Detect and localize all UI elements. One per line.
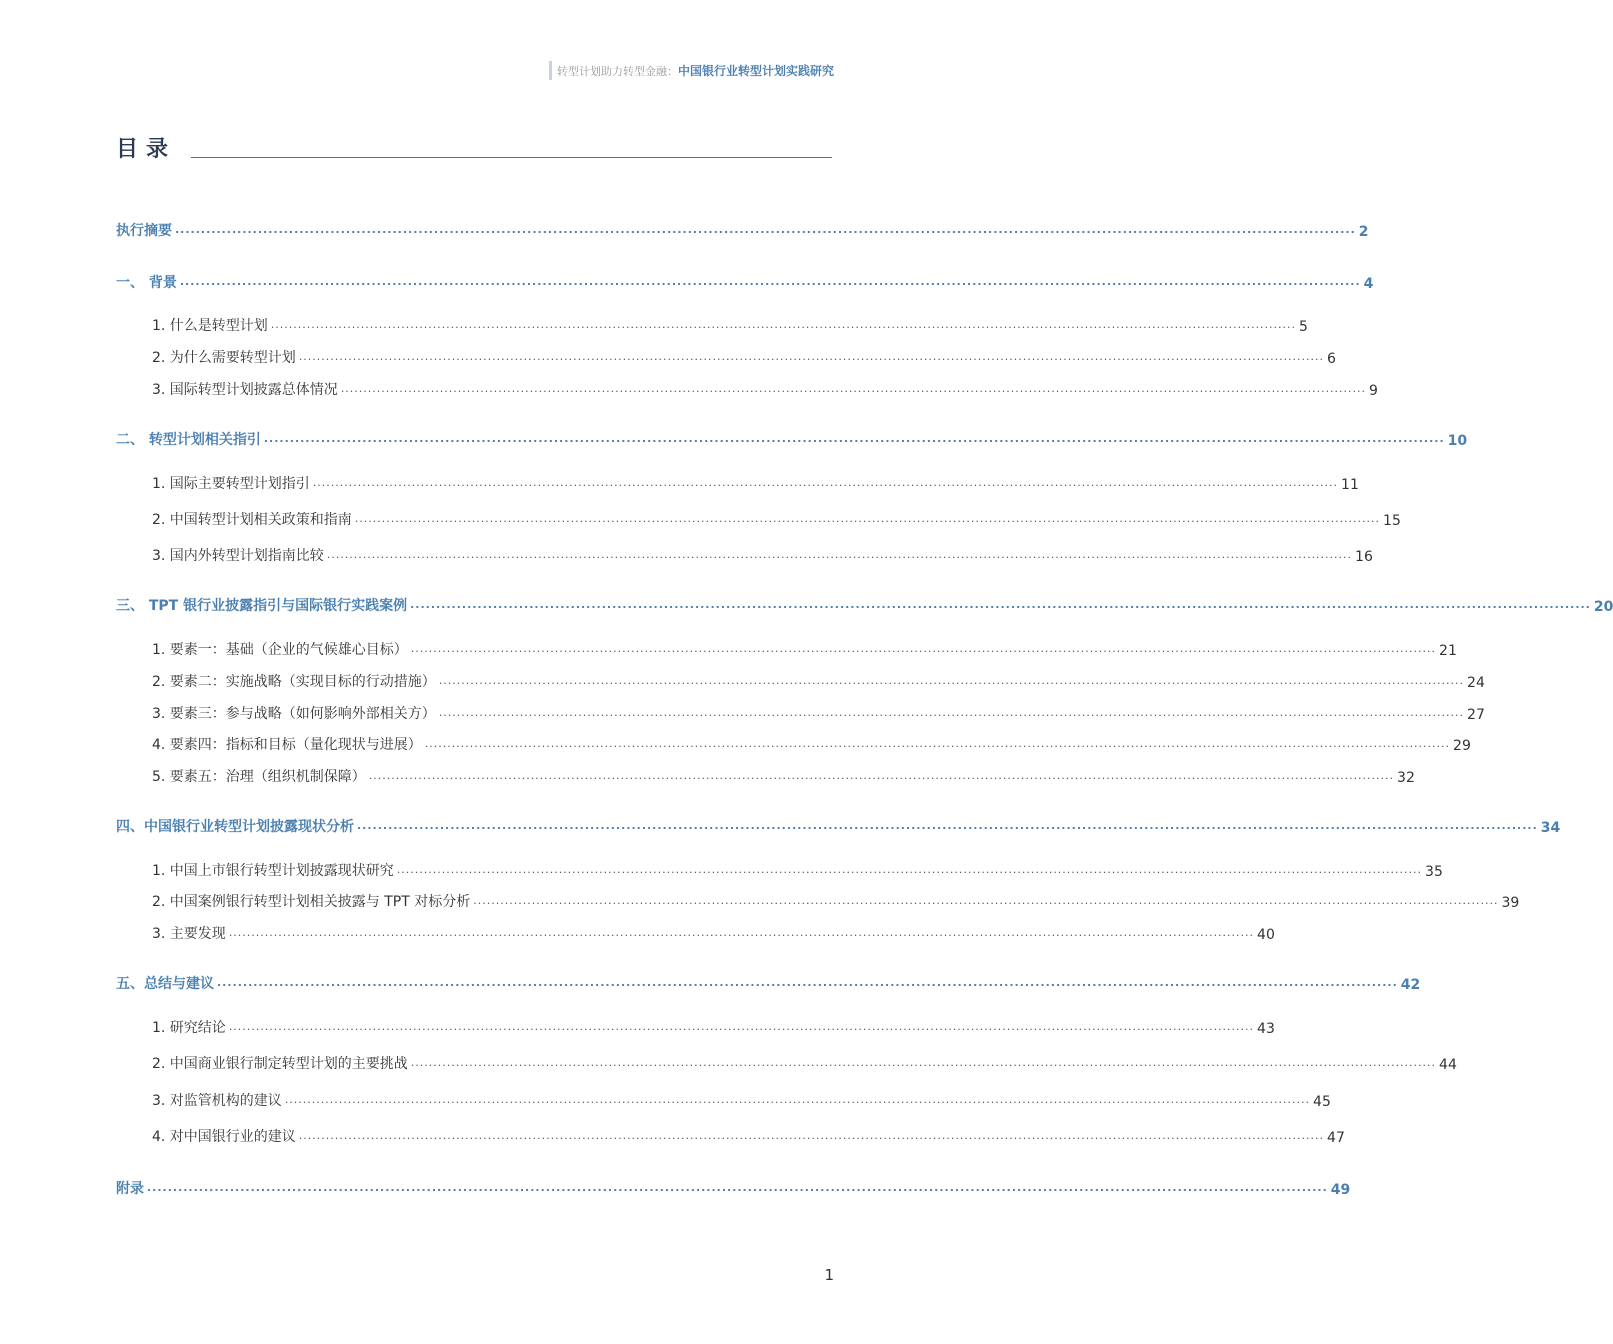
toc-leader-dots: .................................................................................................................................................................................................................................... [473,894,1499,907]
toc-section-summary[interactable] [116,220,1369,240]
toc-item-label: 4. 要素四：指标和目标（量化现状与进展） [152,737,422,753]
toc-section-label: 二、 转型计划相关指引 [116,432,261,448]
toc-item-label: 3. 国内外转型计划指南比较 [152,548,324,564]
toc-item-2-3[interactable] [152,545,1373,565]
toc-section-label: 附录 [116,1181,144,1197]
toc-section-label: 执行摘要 [116,223,172,239]
toc-item-5-1[interactable] [152,1017,1275,1037]
toc-page-number: 49 [1330,1182,1351,1198]
toc-page-number: 27 [1467,707,1485,723]
toc-leader-dots: .................................................................................................................................................................................................................................... [410,598,1591,611]
toc-page-number: 10 [1447,433,1468,449]
toc-item-label: 3. 要素三：参与战略（如何影响外部相关方） [152,706,436,722]
toc-item-5-3[interactable] [152,1090,1331,1110]
toc-page-number: 6 [1327,351,1336,367]
toc-item-1-1[interactable] [152,315,1308,335]
toc-item-4-2[interactable] [152,891,1520,911]
toc-item-label: 2. 为什么需要转型计划 [152,350,296,366]
toc-section-5[interactable] [116,973,1421,993]
toc-page-number: 47 [1327,1130,1345,1146]
toc-leader-dots: .................................................................................................................................................................................................................................... [179,275,1361,288]
toc-item-label: 2. 要素二：实施战略（实现目标的行动措施） [152,674,436,690]
toc-leader-dots: .................................................................................................................................................................................................................................... [354,512,1381,525]
toc-item-label: 2. 中国案例银行转型计划相关披露与 TPT 对标分析 [152,894,471,910]
toc-page-number: 21 [1439,643,1457,659]
toc-page-number: 44 [1439,1057,1457,1073]
toc-item-label: 5. 要素五：治理（组织机制保障） [152,769,366,785]
toc-section-appendix[interactable] [116,1178,1351,1198]
header-subtitle: 转型计划助力转型金融： [556,64,678,78]
toc-item-label: 3. 主要发现 [152,926,226,942]
toc-page-number: 2 [1358,224,1369,240]
toc-item-5-2[interactable] [152,1053,1457,1073]
toc-item-2-2[interactable] [152,509,1401,529]
toc-page-number: 20 [1593,599,1613,615]
toc-item-5-4[interactable] [152,1126,1345,1146]
toc-page-number: 5 [1299,319,1308,335]
toc-item-3-4[interactable] [152,734,1471,754]
toc-section-label: 三、 TPT 银行业披露指引与国际银行实践案例 [116,598,408,614]
toc-leader-dots: .................................................................................................................................................................................................................................... [410,642,1437,655]
toc-leader-dots: .................................................................................................................................................................................................................................... [147,1181,1328,1194]
toc-item-1-3[interactable] [152,379,1378,399]
toc-leader-dots: .................................................................................................................................................................................................................................... [217,976,1398,989]
title-divider [191,157,832,158]
toc-section-3[interactable] [116,595,1613,615]
toc-page-number: 32 [1397,770,1415,786]
toc-leader-dots: .................................................................................................................................................................................................................................... [396,863,1423,876]
toc-section-2[interactable] [116,429,1468,449]
toc-page-number: 9 [1369,383,1378,399]
toc-leader-dots: .................................................................................................................................................................................................................................... [175,223,1356,236]
toc-item-label: 4. 对中国银行业的建议 [152,1129,296,1145]
toc-section-4[interactable] [116,816,1561,836]
toc-leader-dots: .................................................................................................................................................................................................................................... [438,674,1465,687]
toc-leader-dots: .................................................................................................................................................................................................................................... [228,926,1255,939]
toc-item-label: 2. 中国转型计划相关政策和指南 [152,512,352,528]
toc-title: 目录 [116,137,177,162]
toc-item-label: 1. 什么是转型计划 [152,318,268,334]
toc-page-number: 39 [1501,895,1520,911]
toc-leader-dots: .................................................................................................................................................................................................................................... [326,548,1353,561]
toc-leader-dots: .................................................................................................................................................................................................................................... [438,706,1465,719]
toc-item-3-5[interactable] [152,766,1415,786]
toc-item-3-3[interactable] [152,703,1485,723]
toc-item-label: 1. 中国上市银行转型计划披露现状研究 [152,863,394,879]
toc-item-label: 1. 国际主要转型计划指引 [152,476,310,492]
toc-item-label: 3. 国际转型计划披露总体情况 [152,382,338,398]
toc-leader-dots: .................................................................................................................................................................................................................................... [298,1129,1325,1142]
toc-section-label: 五、总结与建议 [116,976,214,992]
toc-leader-dots: .................................................................................................................................................................................................................................... [340,382,1367,395]
toc-item-4-1[interactable] [152,860,1443,880]
toc-item-label: 1. 研究结论 [152,1020,226,1036]
toc-leader-dots: .................................................................................................................................................................................................................................... [368,769,1395,782]
header-title: 中国银行业转型计划实践研究 [677,64,834,78]
toc-page-number: 43 [1257,1021,1275,1037]
toc-section-label: 一、 背景 [116,275,177,291]
page-number: 1 [824,1266,834,1284]
toc-page-number: 15 [1383,513,1401,529]
toc-page-number: 4 [1363,276,1374,292]
toc-leader-dots: .................................................................................................................................................................................................................................... [228,1020,1255,1033]
toc-item-label: 2. 中国商业银行制定转型计划的主要挑战 [152,1056,408,1072]
toc-page-number: 29 [1453,738,1471,754]
running-header [549,61,834,80]
toc-leader-dots: .................................................................................................................................................................................................................................... [270,318,1297,331]
toc-page-number: 42 [1400,977,1421,993]
toc-item-4-3[interactable] [152,923,1275,943]
toc-item-label: 1. 要素一：基础（企业的气候雄心目标） [152,642,408,658]
toc-item-2-1[interactable] [152,473,1359,493]
toc-page-number: 45 [1313,1094,1331,1110]
toc-leader-dots: .................................................................................................................................................................................................................................... [410,1056,1437,1069]
toc-leader-dots: .................................................................................................................................................................................................................................... [298,350,1325,363]
toc-item-1-2[interactable] [152,347,1336,367]
toc-page-number: 11 [1341,477,1359,493]
header-accent-bar [549,61,552,80]
toc-page-number: 16 [1355,549,1373,565]
toc-item-3-1[interactable] [152,639,1457,659]
toc-item-3-2[interactable] [152,671,1485,691]
toc-leader-dots: .................................................................................................................................................................................................................................... [357,819,1538,832]
toc-leader-dots: .................................................................................................................................................................................................................................... [424,737,1451,750]
toc-section-label: 四、中国银行业转型计划披露现状分析 [116,819,354,835]
toc-leader-dots: .................................................................................................................................................................................................................................... [284,1093,1311,1106]
toc-page-number: 40 [1257,927,1275,943]
toc-leader-dots: .................................................................................................................................................................................................................................... [312,476,1339,489]
toc-item-label: 3. 对监管机构的建议 [152,1093,282,1109]
toc-section-1[interactable] [116,272,1374,292]
toc-page-number: 34 [1540,820,1561,836]
toc-page-number: 24 [1467,675,1485,691]
toc-leader-dots: .................................................................................................................................................................................................................................... [263,432,1445,445]
toc-page-number: 35 [1425,864,1443,880]
